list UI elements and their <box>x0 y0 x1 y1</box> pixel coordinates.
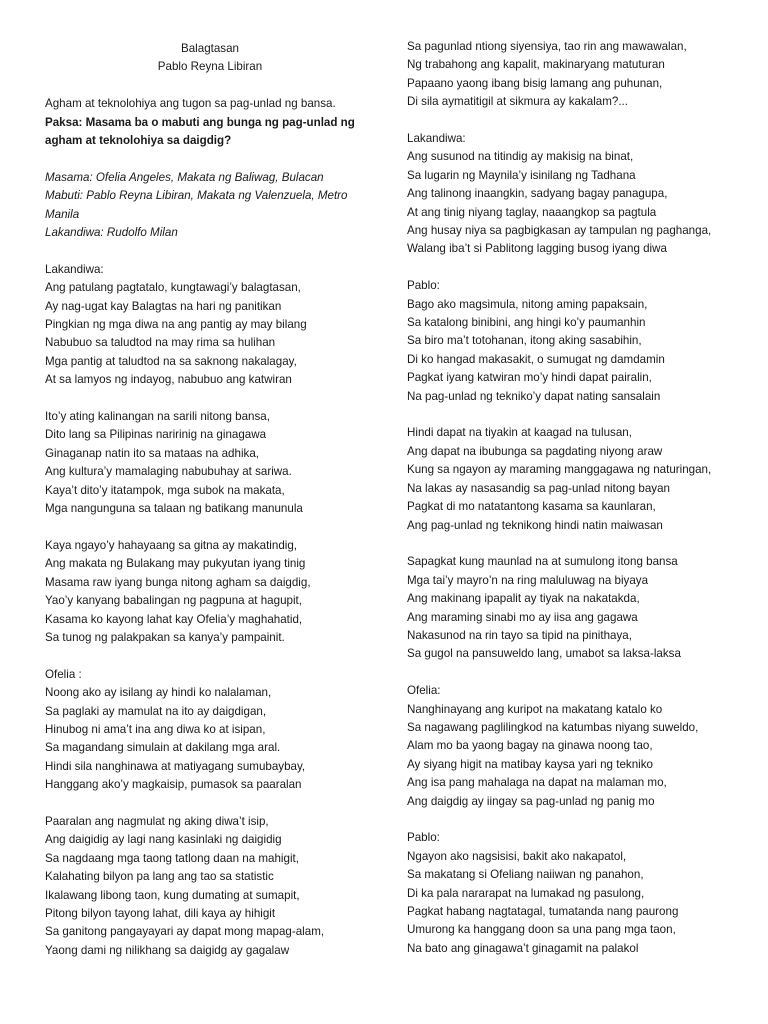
left-column <box>45 40 375 979</box>
verse-line: At sa lamyos ng indayog, nabubuo ang katwiran <box>45 373 292 387</box>
verse-line: Sa ganitong pangayayari ay dapat mong mapag-alam, <box>45 925 325 939</box>
verse-line: Sa pagunlad ntiong siyensiya, tao rin ang mawawalan, <box>407 40 687 53</box>
verse-line: Alam mo ba yaong bagay na ginawa noong tao, <box>407 739 653 753</box>
verse-line: Papaano yaong ibang bisig lamang ang puhunan, <box>407 76 663 90</box>
speaker-label: Ofelia: <box>407 684 441 698</box>
verse-line: Hindi sila nanghinawa at matiyagang sumubaybay, <box>45 759 306 773</box>
stanza <box>407 682 747 811</box>
verse-line: Mga tai’y mayro’n na ring maluluwag na biyaya <box>407 573 649 587</box>
verse-line: Nanghinayang ang kuripot na makatang katalo ko <box>407 702 663 716</box>
stanza <box>407 424 747 534</box>
verse-line: Di sila aymatitigil at sikmura ay kakalam?... <box>407 95 628 109</box>
verse-line: Nabubuo sa taludtod na may rima sa hulihan <box>45 336 276 350</box>
verse-line: Sa magandang simulain at dakilang mga aral. <box>45 741 281 755</box>
speaker-label: Lakandiwa: <box>407 132 466 146</box>
speaker-label: Lakandiwa: <box>45 262 104 276</box>
verse-line: Na bato ang ginagawa’t ginagamit na palakol <box>407 941 639 955</box>
verse-line: Mga pantig at taludtod na sa saknong nakalagay, <box>45 354 297 368</box>
participant-masama: Masama: Ofelia Angeles, Makata ng Baliwag, Bulacan <box>45 170 324 184</box>
document-title: Balagtasan <box>180 42 239 55</box>
verse-line: Ang susunod na titindig ay makisig na binat, <box>407 150 634 164</box>
verse-line: Kalahating bilyon pa lang ang tao sa statistic <box>45 870 274 884</box>
verse-line: Ang patulang pagtatalo, kungtawagi’y balagtasan, <box>45 281 301 295</box>
verse-line: Sa gugol na pansuweldo lang, umabot sa laksa-laksa <box>407 647 681 661</box>
document-author: Pablo Reyna Libiran <box>157 60 263 74</box>
verse-line: Masama raw iyang bunga nitong agham sa daigdig, <box>45 575 311 589</box>
verse-line: Sa makatang si Ofeliang naiiwan ng panahon, <box>407 868 644 882</box>
verse-line: Kaya ngayo’y hahayaang sa gitna ay makatindig, <box>45 538 298 552</box>
verse-line: Hanggang ako’y magkaisip, pumasok sa paaralan <box>45 778 302 792</box>
verse-line: Ng trabahong ang kapalit, makinaryang matuturan <box>407 58 665 72</box>
participant-lakandiwa: Lakandiwa: Rudolfo Milan <box>45 226 178 240</box>
verse-line: Ang talinong inaangkin, sadyang bagay panagupa, <box>407 187 668 201</box>
verse-line: Sa nagdaang mga taong tatlong daan na mahigit, <box>45 851 299 865</box>
verse-line: Sa tunog ng palakpakan sa kanya’y pampainit. <box>45 630 285 644</box>
stanza <box>45 813 375 960</box>
verse-line: Na lakas ay nasasandig sa pag-unlad nitong bayan <box>407 481 670 495</box>
verse-line: Ang daigdig ay iingay sa pag-unlad ng panig mo <box>407 794 655 808</box>
verse-line: Yao’y kanyang babalingan ng pagpuna at hagupit, <box>45 594 302 608</box>
verse-line: Ang husay niya sa pagbigkasan ay tampulan ng paghanga, <box>407 224 712 238</box>
verse-line: Ngayon ako nagsisisi, bakit ako nakapatol, <box>407 849 627 863</box>
stanza <box>407 130 747 259</box>
verse-line: Sa paglaki ay mamulat na ito ay daigdigan, <box>45 704 267 718</box>
verse-line: Na pag-unlad ng tekniko’y dapat nating sansalain <box>407 389 661 403</box>
stanza <box>407 829 747 958</box>
verse-line: Kung sa ngayon ay maraming manggagawa ng naturingan, <box>407 463 712 477</box>
verse-line: Sa katalong binibini, ang hingi ko’y paumanhin <box>407 316 646 330</box>
verse-line: Noong ako ay isilang ay hindi ko nalalaman, <box>45 686 272 700</box>
verse-line: Di ka pala nararapat na lumakad ng pasulong, <box>407 886 645 900</box>
verse-line: Sapagkat kung maunlad na at sumulong itong bansa <box>407 555 678 569</box>
stanza <box>407 553 747 663</box>
verse-line: Hinubog ni ama’t ina ang diwa ko at isipan, <box>45 722 266 736</box>
intro-line: Agham at teknolohiya ang tugon sa pag-unlad ng bansa. <box>45 97 336 111</box>
verse-line: Sa nagawang paglilingkod na katumbas niyang suweldo, <box>407 720 699 734</box>
stanza <box>45 408 375 518</box>
verse-line: Ginaganap natin ito sa mataas na adhika, <box>45 446 259 460</box>
verse-line: Ang pag-unlad ng teknikong hindi natin maiwasan <box>407 518 663 532</box>
verse-line: Ito’y ating kalinangan na sarili nitong bansa, <box>45 410 270 424</box>
speaker-label: Ofelia : <box>45 667 82 681</box>
verse-line: Bago ako magsimula, nitong aming papaksain, <box>407 297 648 311</box>
right-column <box>407 38 747 977</box>
stanza <box>407 277 747 406</box>
verse-line: Paaralan ang nagmulat ng aking diwa’t isip, <box>45 814 269 828</box>
verse-line: Yaong dami ng nilikhang sa daigidg ay gagalaw <box>45 943 290 957</box>
verse-line: Di ko hangad makasakit, o sumugat ng damdamin <box>407 352 665 366</box>
participants-block <box>45 169 375 243</box>
verse-line: Ang daigidig ay lagi nang kasinlaki ng daigidig <box>45 833 282 847</box>
verse-line: Nakasunod na rin tayo sa tipid na pinithaya, <box>407 628 632 642</box>
verse-line: Walang iba’t si Pablitong lagging busog iyang diwa <box>407 242 667 256</box>
verse-line: Hindi dapat na tiyakin at kaagad na tulusan, <box>407 426 632 440</box>
right-stanzas <box>407 38 747 958</box>
speaker-label: Pablo: <box>407 831 440 845</box>
verse-line: Pagkat habang nagtatagal, tumatanda nang paurong <box>407 905 679 918</box>
verse-line: Ang isa pang mahalaga na dapat na malaman mo, <box>407 776 667 790</box>
verse-line: Dito lang sa Pilipinas naririnig na ginagawa <box>45 428 267 442</box>
verse-line: Ang maraming sinabi mo ay iisa ang gagawa <box>407 610 638 624</box>
verse-line: Pitong bilyon tayong lahat, dili kaya ay hihigit <box>45 906 276 920</box>
left-stanzas <box>45 261 375 960</box>
verse-line: Kasama ko kayong lahat kay Ofelia’y maghahatid, <box>45 612 303 626</box>
verse-line: Pagkat iyang katwiran mo’y hindi dapat pairalin, <box>407 371 652 385</box>
verse-line: Ang makinang ipapalit ay tiyak na nakatakda, <box>407 592 640 606</box>
verse-line: Ang kultura’y mamalaging nabubuhay at sariwa. <box>45 465 292 479</box>
speaker-label: Pablo: <box>407 279 440 293</box>
paksa-heading: Paksa: Masama ba o mabuti ang bunga ng pag-unlad ng agham at teknolohiya sa daigdig? <box>45 115 355 148</box>
verse-line: Ay nag-ugat kay Balagtas na hari ng panitikan <box>45 299 282 313</box>
stanza <box>45 666 375 795</box>
stanza <box>407 38 747 112</box>
verse-line: Kaya’t dito’y itatampok, mga subok na makata, <box>45 483 285 497</box>
verse-line: Sa lugarin ng Maynila’y isinilang ng Tadhana <box>407 168 636 182</box>
stanza <box>45 537 375 647</box>
verse-line: Pingkian ng mga diwa na ang pantig ay may bilang <box>45 318 307 332</box>
verse-line: At ang tinig niyang taglay, naaangkop sa pagtula <box>407 205 657 219</box>
verse-line: Pagkat di mo natatantong kasama sa kaunlaran, <box>407 500 656 514</box>
participant-mabuti: Mabuti: Pablo Reyna Libiran, Makata ng Valenzuela, Metro Manila <box>45 189 348 221</box>
verse-line: Ang makata ng Bulakang may pukyutan iyang tinig <box>45 557 306 571</box>
stanza <box>45 261 375 390</box>
verse-line: Umurong ka hanggang doon sa una pang mga taon, <box>407 923 676 937</box>
verse-line: Sa biro ma’t totohanan, itong aking sasabihin, <box>407 334 642 348</box>
verse-line: Ikalawang libong taon, kung dumating at sumapit, <box>45 888 300 902</box>
verse-line: Ang dapat na ibubunga sa pagdating niyong araw <box>407 444 663 458</box>
verse-line: Mga nangunguna sa talaan ng batikang manunula <box>45 502 303 516</box>
verse-line: Ay siyang higit na matibay kaysa yari ng tekniko <box>407 757 653 771</box>
